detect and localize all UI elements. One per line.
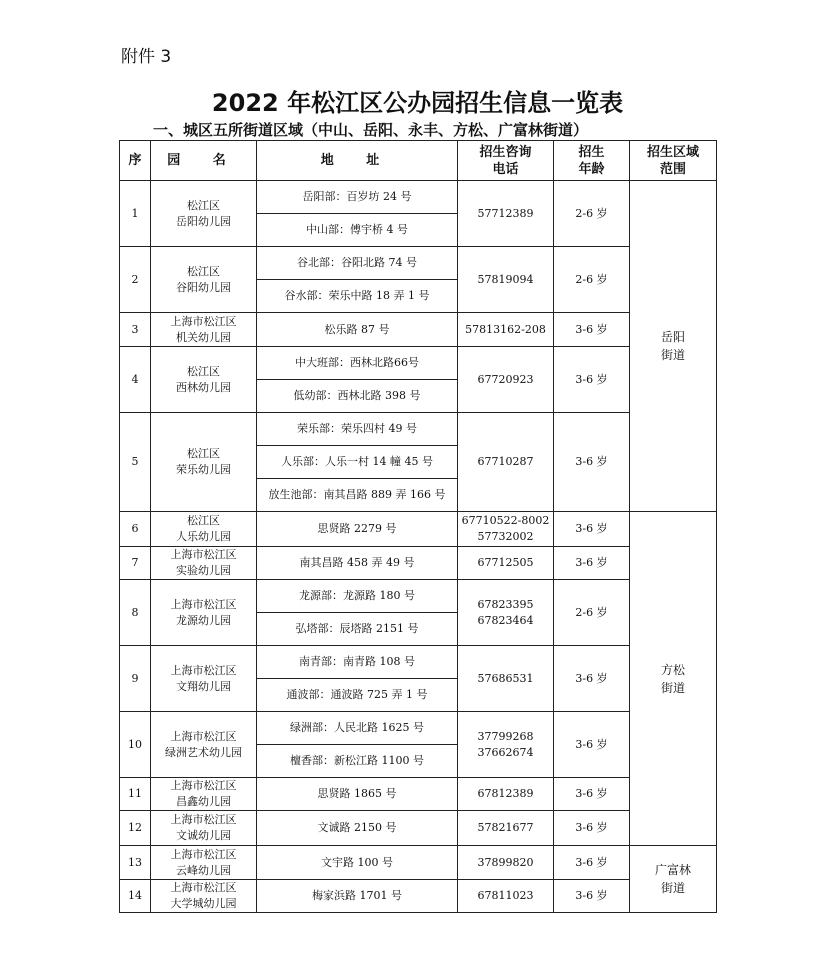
school-phone: 67710522-8002 57732002 [458,512,554,547]
table-row [120,413,717,446]
school-seq: 13 [120,846,151,880]
school-address: 文宇路 100 号 [257,846,458,880]
school-phone: 67812389 [458,778,554,811]
school-address: 檀香部：新松江路 1100 号 [257,745,458,778]
school-seq: 7 [120,547,151,580]
school-address: 龙源部：龙源路 180 号 [257,580,458,613]
header-address: 地 址 [257,141,458,181]
school-name: 松江区 岳阳幼儿园 [151,181,257,247]
school-age: 3-6 岁 [554,811,630,846]
header-age: 招生 年龄 [554,141,630,181]
school-address: 南其昌路 458 弄 49 号 [257,547,458,580]
table-row [120,880,717,913]
school-address: 通波部：通波路 725 弄 1 号 [257,679,458,712]
table-row [120,512,717,547]
school-address: 绿洲部：人民北路 1625 号 [257,712,458,745]
table-row [120,778,717,811]
school-phone: 67811023 [458,880,554,913]
school-name: 松江区 西林幼儿园 [151,347,257,413]
school-name: 松江区 谷阳幼儿园 [151,247,257,313]
school-seq: 2 [120,247,151,313]
school-seq: 6 [120,512,151,547]
school-name: 上海市松江区 大学城幼儿园 [151,880,257,913]
table-row [120,347,717,380]
school-age: 3-6 岁 [554,512,630,547]
school-address: 松乐路 87 号 [257,313,458,347]
school-address: 中山部：傅宇桥 4 号 [257,214,458,247]
school-name: 松江区 荣乐幼儿园 [151,413,257,512]
school-name: 上海市松江区 文翔幼儿园 [151,646,257,712]
school-age: 3-6 岁 [554,547,630,580]
school-age: 3-6 岁 [554,646,630,712]
school-name: 上海市松江区 机关幼儿园 [151,313,257,347]
school-address: 弘塔部：辰塔路 2151 号 [257,613,458,646]
region-cell: 方松 街道 [630,512,717,846]
school-seq: 14 [120,880,151,913]
school-seq: 1 [120,181,151,247]
school-address: 梅家浜路 1701 号 [257,880,458,913]
school-seq: 12 [120,811,151,846]
school-address: 思贤路 1865 号 [257,778,458,811]
header-name: 园 名 [151,141,257,181]
table-row [120,580,717,613]
enrollment-table [119,140,717,913]
school-address: 谷北部：谷阳北路 74 号 [257,247,458,280]
school-phone: 57821677 [458,811,554,846]
school-phone: 57813162-208 [458,313,554,347]
school-name: 上海市松江区 云峰幼儿园 [151,846,257,880]
school-age: 2-6 岁 [554,580,630,646]
school-name: 松江区 人乐幼儿园 [151,512,257,547]
school-phone: 67720923 [458,347,554,413]
header-phone: 招生咨询 电话 [458,141,554,181]
school-seq: 5 [120,413,151,512]
school-seq: 8 [120,580,151,646]
school-phone: 67710287 [458,413,554,512]
school-phone: 37899820 [458,846,554,880]
school-age: 3-6 岁 [554,413,630,512]
region-cell: 岳阳 街道 [630,181,717,512]
school-seq: 4 [120,347,151,413]
school-age: 3-6 岁 [554,880,630,913]
page-title: 2022 年松江区公办园招生信息一览表 [211,89,624,117]
header-region: 招生区域 范围 [630,141,717,181]
school-age: 3-6 岁 [554,778,630,811]
school-name: 上海市松江区 绿洲艺术幼儿园 [151,712,257,778]
school-name: 上海市松江区 昌鑫幼儿园 [151,778,257,811]
header-seq: 序 [120,141,151,181]
school-address: 中大班部：西林北路66号 [257,347,458,380]
school-phone: 37799268 37662674 [458,712,554,778]
school-age: 3-6 岁 [554,347,630,413]
school-age: 3-6 岁 [554,846,630,880]
school-address: 岳阳部：百岁坊 24 号 [257,181,458,214]
school-address: 放生池部：南其昌路 889 弄 166 号 [257,479,458,512]
school-phone: 57686531 [458,646,554,712]
table-row [120,547,717,580]
school-phone: 67823395 67823464 [458,580,554,646]
school-address: 谷水部：荣乐中路 18 弄 1 号 [257,280,458,313]
school-address: 低幼部：西林北路 398 号 [257,380,458,413]
school-seq: 11 [120,778,151,811]
school-name: 上海市松江区 龙源幼儿园 [151,580,257,646]
header-row [120,141,717,181]
table-row [120,646,717,679]
school-age: 2-6 岁 [554,247,630,313]
school-address: 人乐部：人乐一村 14 幢 45 号 [257,446,458,479]
table-row [120,712,717,745]
school-age: 2-6 岁 [554,181,630,247]
table-row [120,313,717,347]
school-address: 文诚路 2150 号 [257,811,458,846]
school-name: 上海市松江区 实验幼儿园 [151,547,257,580]
table-row [120,846,717,880]
school-phone: 57712389 [458,181,554,247]
school-seq: 10 [120,712,151,778]
school-age: 3-6 岁 [554,313,630,347]
school-phone: 67712505 [458,547,554,580]
school-address: 南青部：南青路 108 号 [257,646,458,679]
table-row [120,811,717,846]
table-row [120,247,717,280]
school-address: 思贤路 2279 号 [257,512,458,547]
school-seq: 9 [120,646,151,712]
section-subtitle: 一、城区五所街道区域（中山、岳阳、永丰、方松、广富林街道） [153,121,589,139]
school-phone: 57819094 [458,247,554,313]
school-seq: 3 [120,313,151,347]
school-address: 荣乐部：荣乐四村 49 号 [257,413,458,446]
table-body [120,181,717,913]
school-name: 上海市松江区 文诚幼儿园 [151,811,257,846]
region-cell: 广富林 街道 [630,846,717,913]
attachment-label: 附件 3 [121,47,172,67]
table-row [120,181,717,214]
school-age: 3-6 岁 [554,712,630,778]
